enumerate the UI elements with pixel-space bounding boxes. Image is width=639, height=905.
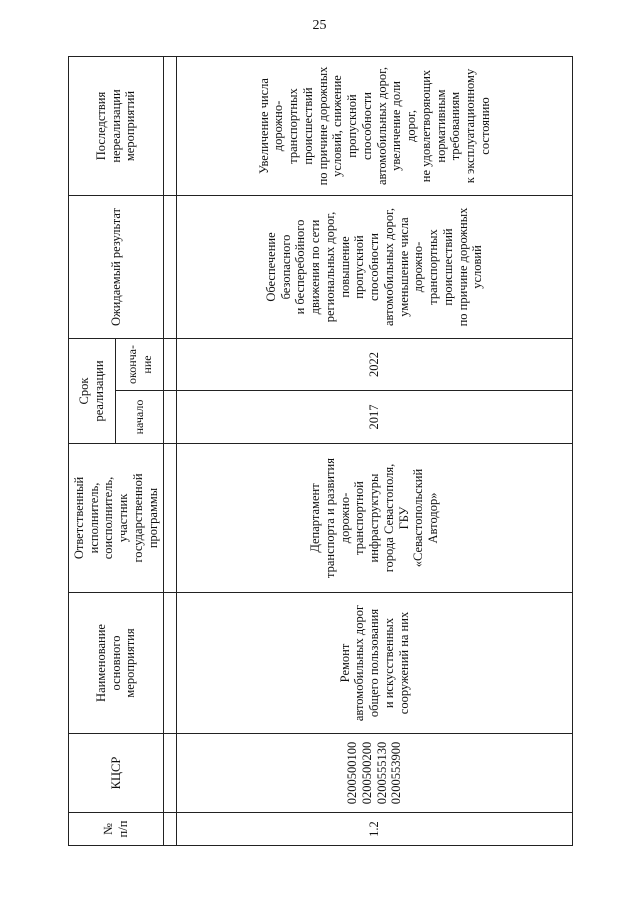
spacer-num: [163, 812, 177, 846]
row-consequences: Увеличение числа дорожно- транспортных происшествий по причине дорожных условий, снижение пропускной способности автомобильных дорог, увеличение доли дорог, не удовлетворяющих нормативным требованиям к эксплуатационному состоянию: [176, 56, 573, 196]
header-consequences: Последствия нереализации мероприятий: [68, 56, 164, 196]
header-kcsr: КЦСР: [68, 733, 164, 813]
header-end: оконча- ние: [115, 338, 164, 391]
row-start: 2017: [176, 390, 573, 444]
spacer-start: [163, 390, 177, 444]
row-num: 1.2: [176, 812, 573, 846]
header-term: Срок реализации: [68, 338, 116, 444]
spacer-end: [163, 338, 177, 391]
header-result: Ожидаемый результат: [68, 195, 164, 339]
page-number: 25: [312, 18, 327, 33]
spacer-consequences: [163, 56, 177, 196]
spacer-result: [163, 195, 177, 339]
header-start: начало: [115, 390, 164, 444]
header-responsible: Ответственный исполнитель, соисполнитель, участник государственной программы: [68, 443, 164, 593]
row-name: Ремонт автомобильных дорог общего пользования и искусственных сооружений на них: [176, 592, 573, 734]
spacer-kcsr: [163, 733, 177, 813]
header-name: Наименование основного мероприятия: [68, 592, 164, 734]
row-kcsr: 0200500100 0200500200 0200555130 0200553900: [176, 733, 573, 813]
header-num: № п/п: [68, 812, 164, 846]
row-end: 2022: [176, 338, 573, 391]
row-result: Обеспечение безопасного и бесперебойного движения по сети региональных дорог, повышение пропускной способности автомобильных дорог, уменьшение числа дорожно- транспортных происшествий по причине дорожных условий: [176, 195, 573, 339]
spacer-name: [163, 592, 177, 734]
rotated-table: [68, 56, 573, 846]
row-responsible: Департамент транспорта и развития дорожно- транспортной инфраструктуры города Севастополя, ГБУ «Севастопольский Автодор»: [176, 443, 573, 593]
spacer-responsible: [163, 443, 177, 593]
